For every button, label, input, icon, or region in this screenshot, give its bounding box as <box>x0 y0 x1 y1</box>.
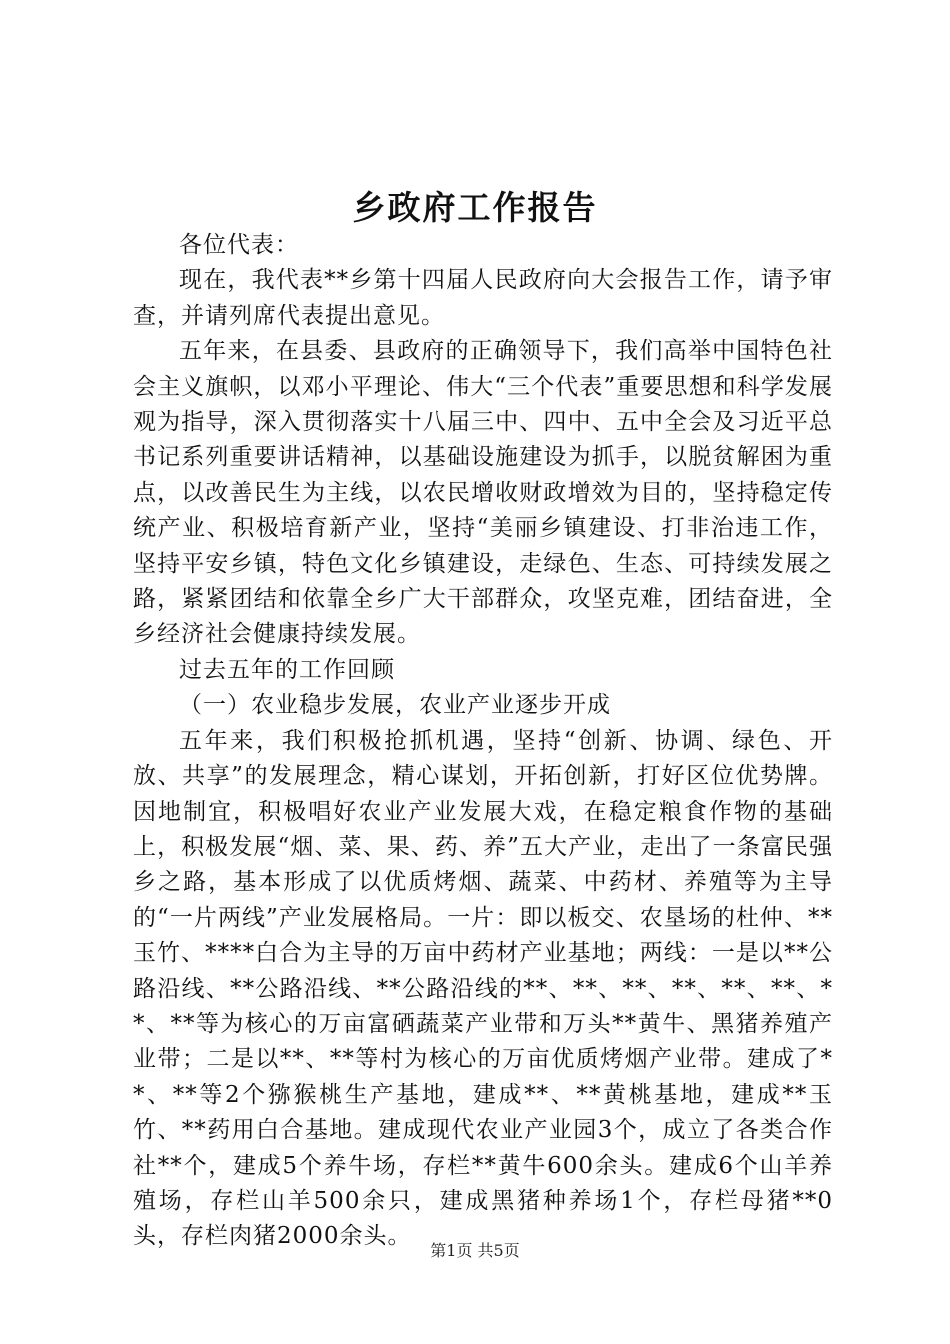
salutation: 各位代表： <box>179 232 299 258</box>
document-body <box>133 228 833 1255</box>
section-heading: 过去五年的工作回顾 <box>179 656 395 683</box>
document-title: 乡政府工作报告 <box>352 188 598 227</box>
page-number: 第1页 共5页 <box>430 1241 520 1260</box>
subsection-heading: （一）农业稳步发展，农业产业逐步开成 <box>179 692 611 719</box>
paragraph-overview: 五年来，在县委、县政府的正确领导下，我们高举中国特色社会主义旗帜，以邓小平理论、伟大“三个代表”重要思想和科学发展观为指导，深入贯彻落实十八届三中、四中、五中全会及习近平总书记系列重要讲话精神，以基础设施建设为抓手，以脱贫解困为重点，以改善民生为主线，以农民增收财政增效为目的，坚持稳定传统产业、积极培育新产业，坚持“美丽乡镇建设、打非治违工作，坚持平安乡镇，特色文化乡镇建设，走绿色、生态、可持续发展之路，紧紧团结和依靠全乡广大干部群众，攻坚克难，团结奋进，全乡经济社会健康持续发展。 <box>133 338 833 648</box>
paragraph-agriculture: 五年来，我们积极抢抓机遇，坚持“创新、协调、绿色、开放、共享”的发展理念，精心谋划，开拓创新，打好区位优势牌。因地制宜，积极唱好农业产业发展大戏，在稳定粮食作物的基础上，积极发展“烟、菜、果、药、养”五大产业，走出了一条富民强乡之路，基本形成了以优质烤烟、蔬菜、中药材、养殖等为主导的“一片两线”产业发展格局。一片：即以板交、农垦场的杜仲、**玉竹、****白合为主导的万亩中药材产业基地；两线：一是以**公路沿线、**公路沿线、**公路沿线的**、**、**、**、**、**、**、**等为核心的万亩富硒蔬菜产业带和万头**黄牛、黑猪养殖产业带；二是以**、**等村为核心的万亩优质烤烟产业带。建成了**、**等2个猕猴桃生产基地，建成**、**黄桃基地，建成**玉竹、**药用白合基地。建成现代农业产业园3个，成立了各类合作社**个，建成5个养牛场，存栏**黄牛600余头。建成6个山羊养殖场，存栏山羊500余只，建成黑猪种养场1个，存栏母猪**0头，存栏肉猪2000余头。 <box>133 727 833 1250</box>
paragraph-intro: 现在，我代表**乡第十四届人民政府向大会报告工作，请予审查，并请列席代表提出意见。 <box>133 267 833 329</box>
